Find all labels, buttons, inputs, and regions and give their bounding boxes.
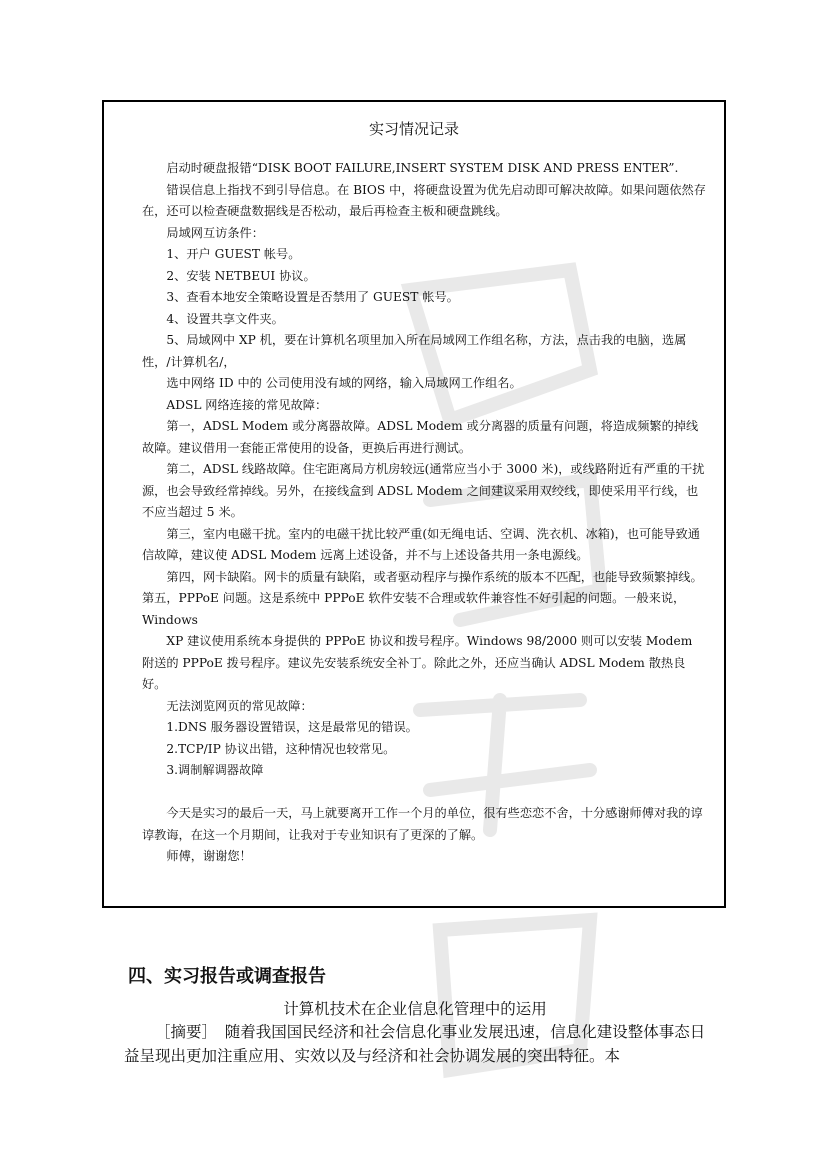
- internship-record-box: [102, 100, 726, 908]
- record-paragraph: 无法浏览网页的常见故障：: [166, 698, 313, 713]
- record-paragraph: 1、开户 GUEST 帐号。: [166, 247, 301, 261]
- abstract-paragraph: ［摘要］ 随着我国国民经济和社会信息化事业发展迅速，信息化建设整体事态日益呈现出更加注重应用、实效以及与经济和社会协调发展的突出特征。本: [124, 1023, 706, 1065]
- record-paragraph: 选中网络 ID 中的 公司使用没有域的网络，输入局域网工作组名。: [166, 376, 522, 390]
- record-paragraph: 5、局域网中 XP 机，要在计算机名项里加入所在局域网工作组名称，方法，点击我的电脑，选属性，/计算机名/，: [142, 333, 687, 369]
- spacer: [142, 782, 706, 804]
- record-paragraph: 第四，网卡缺陷。网卡的质量有缺陷，或者驱动程序与操作系统的版本不匹配，也能导致频繁掉线。 第五，PPPoE 问题。这是系统中 PPPoE 软件安装不合理或软件兼容性不好引起的问题。一般来说，Windows: [142, 569, 721, 627]
- record-paragraph: 局域网互访条件：: [166, 225, 264, 240]
- report-body: [124, 1020, 708, 1068]
- record-paragraph: ADSL 网络连接的常见故障：: [166, 397, 328, 412]
- record-paragraph: 3.调制解调器故障: [166, 763, 264, 777]
- record-paragraph: 2.TCP/IP 协议出错，这种情况也较常见。: [166, 741, 396, 756]
- report-title: 计算机技术在企业信息化管理中的运用: [283, 1000, 547, 1018]
- record-paragraph: 1.DNS 服务器设置错误，这是最常见的错误。: [166, 720, 418, 734]
- record-body: [142, 158, 721, 868]
- record-paragraph: 第三，室内电磁干扰。室内的电磁干扰比较严重(如无绳电话、空调、洗衣机、冰箱)，也可能导致通信故障，建议使 ADSL Modem 远离上述设备，并不与上述设备共用一条电源线。: [142, 526, 700, 562]
- record-paragraph: XP 建议使用系统本身提供的 PPPoE 协议和拨号程序。Windows 98/2000 则可以安装 Modem 附送的 PPPoE 拨号程序。建议先安装系统安全补丁。除此之外，还应当确认 ADSL Modem 散热良好。: [142, 634, 693, 691]
- record-paragraph: 4、设置共享文件夹。: [166, 311, 284, 326]
- record-paragraph: 2、安装 NETBEUI 协议。: [166, 268, 316, 283]
- closing-thanks: 师傅，谢谢您！: [166, 849, 252, 863]
- closing-paragraph: 今天是实习的最后一天，马上就要离开工作一个月的单位，很有些恋恋不舍，十分感谢师傅对我的谆谆教诲，在这一个月期间，让我对于专业知识有了更深的了解。: [142, 806, 703, 842]
- record-paragraph: 第一，ADSL Modem 或分离器故障。ADSL Modem 或分离器的质量有问题，将造成频繁的掉线故障。建议借用一套能正常使用的设备，更换后再进行测试。: [142, 419, 699, 455]
- record-paragraph: 第二，ADSL 线路故障。住宅距离局方机房较远(通常应当小于 3000 米)，或线路附近有严重的干扰源，也会导致经常掉线。另外，在接线盒到 ADSL Modem 之间建议采用双绞线，即使采用平行线，也不应当超过 5 米。: [142, 462, 705, 519]
- record-title: 实习情况记录: [368, 120, 459, 138]
- record-paragraph: 错误信息上指找不到引导信息。在 BIOS 中，将硬盘设置为优先启动即可解决故障。如果问题依然存在，还可以检查硬盘数据线是否松动，最后再检查主板和硬盘跳线。: [142, 182, 706, 218]
- record-paragraph: 启动时硬盘报错“DISK BOOT FAILURE,INSERT SYSTEM DISK AND PRESS ENTER”.: [166, 161, 679, 175]
- record-paragraph: 3、查看本地安全策略设置是否禁用了 GUEST 帐号。: [166, 290, 459, 304]
- section-heading: 四、实习报告或调查报告: [128, 966, 326, 987]
